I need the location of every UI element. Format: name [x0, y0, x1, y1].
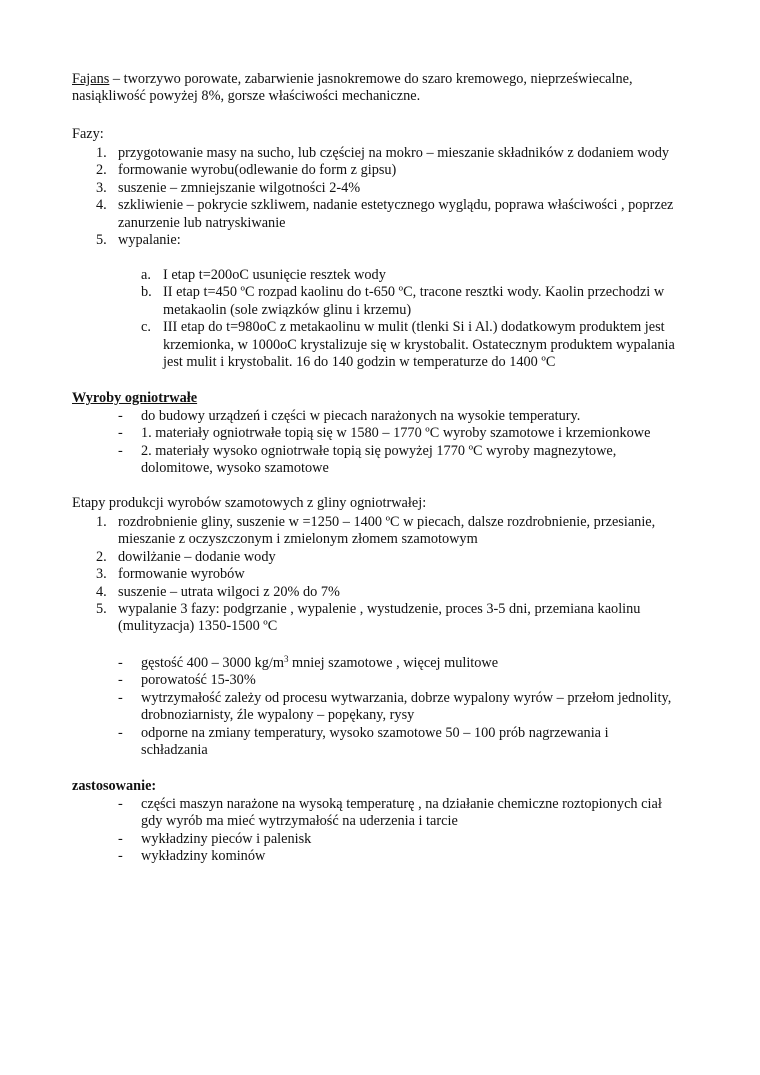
list-item — [96, 584, 696, 601]
list-item-text: wypalanie: — [118, 232, 181, 249]
stages-list — [96, 514, 696, 636]
list-item — [118, 831, 688, 848]
list-item-text: części maszyn narażone na wysoką temperaturę , na działanie chemiczne roztopionych ciał gdy wyrób ma mieć wytrzymałość na uderzenia i tarcie — [141, 796, 662, 830]
sublist-item — [141, 319, 677, 371]
list-marker: 4. — [96, 583, 107, 600]
sublist-item-text: III etap do t=980oC z metakaolinu w mulit (tlenki Si i Al.) dodatkowym produktem jest krzemionka, w 1000oC krystalizuje się w krystobalit. Ostatecznym produktem wypalania jest mulit i krystobalit. 16 do 140 godzin w temperaturze do 1400 ºC — [163, 319, 675, 371]
list-item — [96, 180, 696, 197]
phases-heading: Fazy: — [72, 126, 104, 142]
list-item — [118, 443, 671, 478]
list-item-text: wykładziny kominów — [141, 848, 266, 865]
list-item-text: 1. materiały ogniotrwałe topią się w 1580 – 1770 ºC wyroby szamotowe i krzemionkowe — [141, 425, 651, 442]
list-item — [118, 848, 688, 865]
dash-marker: - — [118, 408, 123, 424]
list-item — [96, 566, 696, 583]
list-item-text: rozdrobnienie gliny, suszenie w =1250 – 1400 ºC w piecach, dalsze rozdrobnienie, przesianie, mieszanie z oczyszczonym i zmielonym złomem szamotowym — [118, 514, 656, 548]
dash-marker: - — [118, 655, 123, 671]
list-item-text: szkliwienie – pokrycie szkliwem, nadanie estetycznego wyglądu, poprawa właściwości , poprzez zanurzenie lub natryskiwanie — [118, 197, 674, 231]
list-item — [118, 408, 708, 425]
list-marker: 3. — [96, 179, 107, 196]
dash-marker: - — [118, 672, 123, 689]
sublist-item — [141, 284, 693, 319]
phases-sublist — [141, 267, 701, 371]
list-marker: 5. — [96, 232, 107, 249]
list-item — [118, 655, 678, 672]
list-item-text: suszenie – zmniejszanie wilgotności 2-4% — [118, 179, 361, 196]
list-marker: 2. — [96, 548, 107, 565]
refractory-heading: Wyroby ogniotrwałe — [72, 390, 198, 406]
sublist-item-text: II etap t=450 ºC rozpad kaolinu do t-650 ºC, tracone resztki wody. Kaolin przechodzi w metakaolin (sole związków glinu i krzemu) — [163, 284, 665, 318]
list-item — [96, 145, 696, 162]
dash-marker: - — [118, 848, 123, 865]
list-item — [118, 690, 673, 725]
list-marker: 1. — [96, 145, 107, 161]
density-text: gęstość 400 – 3000 kg/m — [141, 655, 284, 671]
list-item — [96, 162, 696, 179]
list-item-text: do budowy urządzeń i części w piecach narażonych na wysokie temperatury. — [141, 408, 581, 424]
list-item-text: przygotowanie masy na sucho, lub częściej na mokro – mieszanie składników z dodaniem wody — [118, 145, 670, 161]
list-item-text: suszenie – utrata wilgoci z 20% do 7% — [118, 583, 340, 600]
list-marker: 5. — [96, 601, 107, 618]
list-item-text: wypalanie 3 fazy: podgrzanie , wypalenie , wystudzenie, proces 3-5 dni, przemiana kaolinu (mulityzacja) 1350-1500 ºC — [118, 601, 641, 635]
list-item — [96, 601, 690, 636]
refractory-list — [118, 408, 708, 478]
density-text-cont: mniej szamotowe , więcej mulitowe — [288, 655, 499, 671]
sublist-marker: b. — [141, 284, 152, 301]
list-marker: 1. — [96, 514, 107, 530]
intro-text: – tworzywo porowate, zabarwienie jasnokremowe do szaro kremowego, nieprzeświecalne, nasiąkliwość powyżej 8%, gorsze właściwości mechaniczne. — [72, 71, 633, 105]
dash-marker: - — [118, 442, 123, 459]
sublist-item-text: I etap t=200oC usunięcie resztek wody — [163, 267, 386, 283]
phases-list — [96, 145, 696, 249]
list-item — [96, 514, 666, 549]
sublist-item — [141, 267, 701, 284]
density-superscript: 3 — [283, 654, 289, 664]
list-item — [96, 232, 696, 249]
dash-marker: - — [118, 689, 123, 706]
dash-marker: - — [118, 796, 123, 812]
list-item — [96, 197, 678, 232]
application-heading: zastosowanie: — [72, 778, 157, 794]
dash-marker: - — [118, 724, 123, 741]
list-item-text: formowanie wyrobu(odlewanie do form z gipsu) — [118, 162, 397, 179]
list-item — [118, 425, 708, 442]
list-item — [118, 725, 661, 760]
list-item — [118, 672, 678, 689]
list-item-text: 2. materiały wysoko ogniotrwałe topią się powyżej 1770 ºC wyroby magnezytowe, dolomitowe, wysoko szamotowe — [141, 442, 617, 477]
list-item — [118, 796, 681, 831]
list-marker: 2. — [96, 162, 107, 179]
list-item-text: formowanie wyrobów — [118, 566, 245, 583]
application-list — [118, 796, 688, 866]
dash-marker: - — [118, 830, 123, 847]
dash-marker: - — [118, 425, 123, 442]
intro-term: Fajans — [72, 71, 110, 87]
list-item-text: dowilżanie – dodanie wody — [118, 548, 276, 565]
list-marker: 4. — [96, 197, 107, 214]
properties-list — [118, 655, 678, 759]
list-item-text: wytrzymałość zależy od procesu wytwarzania, dobrze wypalony wyrów – przełom jednolity, drobnoziarnisty, źle wypalony – popękany, rysy — [141, 689, 672, 724]
list-item-text: wykładziny pieców i palenisk — [141, 830, 312, 847]
sublist-marker: a. — [141, 267, 151, 283]
intro-paragraph — [72, 71, 692, 106]
list-item-text: porowatość 15-30% — [141, 672, 256, 689]
list-item — [96, 549, 696, 566]
sublist-marker: c. — [141, 319, 151, 336]
stages-heading: Etapy produkcji wyrobów szamotowych z gliny ogniotrwałej: — [72, 495, 427, 511]
list-item-text: odporne na zmiany temperatury, wysoko szamotowe 50 – 100 prób nagrzewania i schładzania — [141, 724, 609, 759]
list-marker: 3. — [96, 566, 107, 583]
